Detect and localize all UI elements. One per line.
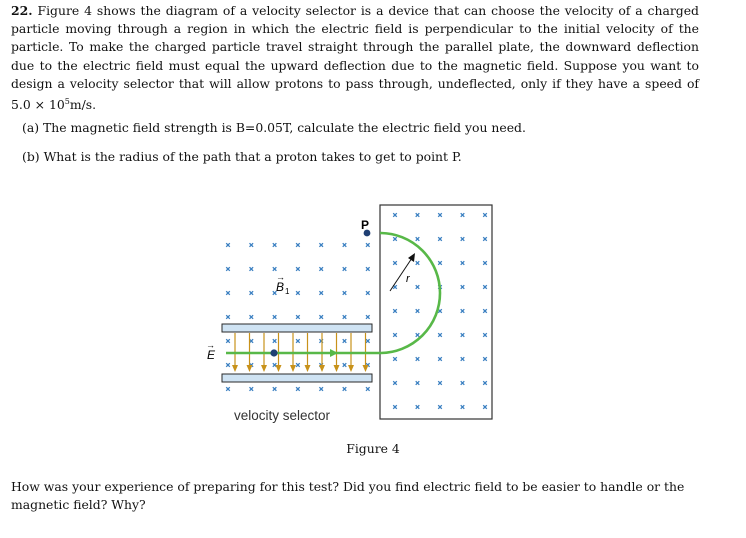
field-x-mark <box>461 357 465 361</box>
field-x-mark <box>343 387 347 391</box>
field-x-mark <box>366 315 370 319</box>
proton-particle <box>270 349 277 356</box>
field-x-mark <box>483 357 487 361</box>
label-velocity-selector: velocity selector <box>234 408 331 423</box>
efield-arrowhead <box>363 365 369 372</box>
part-b <box>22 148 462 166</box>
field-x-mark <box>416 309 420 313</box>
field-x-mark <box>296 267 300 271</box>
field-x-mark <box>438 333 442 337</box>
upper-plate <box>222 324 372 332</box>
field-x-mark <box>296 387 300 391</box>
field-x-mark <box>438 261 442 265</box>
field-x-mark <box>461 261 465 265</box>
question-number: 22. <box>11 3 33 18</box>
speed-unit: m/s. <box>69 97 97 113</box>
field-x-mark <box>393 357 397 361</box>
field-x-mark <box>416 213 420 217</box>
field-x-mark <box>226 267 230 271</box>
field-x-mark <box>319 291 323 295</box>
field-x-mark <box>319 387 323 391</box>
lower-plate <box>222 374 372 382</box>
field-x-mark <box>416 333 420 337</box>
label-B-arrow: → <box>276 272 285 282</box>
field-x-mark <box>393 381 397 385</box>
field-x-mark <box>416 261 420 265</box>
field-x-mark <box>366 339 370 343</box>
part-a-text: The magnetic field strength is B=0.05T, calculate the electric field you need. <box>43 120 526 135</box>
field-x-mark <box>461 285 465 289</box>
field-x-mark <box>319 315 323 319</box>
field-x-mark <box>461 309 465 313</box>
field-x-mark <box>416 357 420 361</box>
field-x-mark <box>250 315 254 319</box>
field-x-mark <box>250 387 254 391</box>
field-x-mark <box>438 405 442 409</box>
field-x-mark <box>296 243 300 247</box>
field-x-mark <box>483 405 487 409</box>
field-x-mark <box>483 285 487 289</box>
efield-arrowhead <box>276 365 282 372</box>
field-x-mark <box>296 339 300 343</box>
field-x-mark <box>461 237 465 241</box>
field-x-mark <box>461 405 465 409</box>
field-x-mark <box>393 309 397 313</box>
field-x-mark <box>461 213 465 217</box>
efield-arrowhead <box>348 365 354 372</box>
field-x-mark <box>393 237 397 241</box>
field-x-mark <box>483 309 487 313</box>
field-x-mark <box>366 387 370 391</box>
field-x-mark <box>343 339 347 343</box>
field-x-mark <box>343 243 347 247</box>
field-x-mark <box>438 381 442 385</box>
speed-exponent: 5 <box>64 97 70 107</box>
field-x-mark <box>226 339 230 343</box>
efield-arrowhead <box>319 365 325 372</box>
field-x-mark <box>393 261 397 265</box>
question-intro: Figure 4 shows the diagram of a velocity selector is a device that can choose the velocity of a charged particle moving through a region in which the electric field is perpendicular to the initial velocity of the particle. To make the charged particle travel straight through the parallel plate, the downward deflection due to the electric field must equal the upward deflection due to the magnetic field. Suppose you want to design a velocity selector that will allow protons to pass through, undeflected, only if they have a speed of <box>11 3 699 91</box>
field-x-mark <box>416 237 420 241</box>
efield-arrowhead <box>290 365 296 372</box>
part-b-label: (b) <box>22 149 40 164</box>
efield-arrowhead <box>334 365 340 372</box>
field-dots-right <box>393 213 487 409</box>
field-x-mark <box>273 387 277 391</box>
field-x-mark <box>438 357 442 361</box>
field-x-mark <box>483 261 487 265</box>
part-a-label: (a) <box>22 120 40 135</box>
field-x-mark <box>461 333 465 337</box>
field-x-mark <box>226 243 230 247</box>
field-x-mark <box>366 243 370 247</box>
field-dots-left <box>226 243 369 391</box>
field-x-mark <box>483 333 487 337</box>
field-x-mark <box>483 213 487 217</box>
field-x-mark <box>393 333 397 337</box>
field-x-mark <box>343 291 347 295</box>
field-x-mark <box>296 363 300 367</box>
label-E: E <box>207 348 216 362</box>
field-x-mark <box>226 291 230 295</box>
field-x-mark <box>366 291 370 295</box>
efield-arrowhead <box>305 365 311 372</box>
closing-question: How was your experience of preparing for this test? Did you find electric field to be easier to handle or the magnetic field? Why? <box>11 479 685 513</box>
field-x-mark <box>250 291 254 295</box>
field-x-mark <box>343 363 347 367</box>
field-x-mark <box>296 291 300 295</box>
question-22 <box>11 2 699 114</box>
label-E-arrow: → <box>206 340 215 350</box>
field-x-mark <box>250 267 254 271</box>
field-x-mark <box>343 267 347 271</box>
field-x-mark <box>319 267 323 271</box>
efield-arrowhead <box>232 365 238 372</box>
field-x-mark <box>483 237 487 241</box>
field-x-mark <box>226 387 230 391</box>
field-x-mark <box>416 405 420 409</box>
speed-value: 5.0 × 10 <box>11 97 65 113</box>
field-x-mark <box>343 315 347 319</box>
velocity-selector-figure <box>190 196 510 432</box>
field-x-mark <box>273 243 277 247</box>
field-x-mark <box>366 267 370 271</box>
field-x-mark <box>438 237 442 241</box>
field-x-mark <box>461 381 465 385</box>
field-x-mark <box>226 315 230 319</box>
field-x-mark <box>438 213 442 217</box>
label-B-sub: 1 <box>285 287 290 296</box>
field-x-mark <box>273 339 277 343</box>
figure-caption: Figure 4 <box>346 441 400 456</box>
particle-path-arc <box>380 233 440 353</box>
field-x-mark <box>483 381 487 385</box>
field-x-mark <box>226 363 230 367</box>
field-x-mark <box>273 267 277 271</box>
efield-arrowhead <box>261 365 267 372</box>
label-P: P <box>361 218 370 232</box>
field-x-mark <box>393 213 397 217</box>
efield-arrowhead <box>247 365 253 372</box>
field-x-mark <box>273 315 277 319</box>
radius-arrowhead <box>408 253 415 262</box>
field-x-mark <box>416 381 420 385</box>
field-x-mark <box>296 315 300 319</box>
label-r: r <box>406 273 410 285</box>
label-B: B <box>276 280 285 294</box>
part-a <box>22 119 526 137</box>
part-b-text: What is the radius of the path that a proton takes to get to point P. <box>43 149 462 164</box>
field-x-mark <box>250 243 254 247</box>
field-x-mark <box>393 405 397 409</box>
field-x-mark <box>416 285 420 289</box>
field-x-mark <box>319 243 323 247</box>
